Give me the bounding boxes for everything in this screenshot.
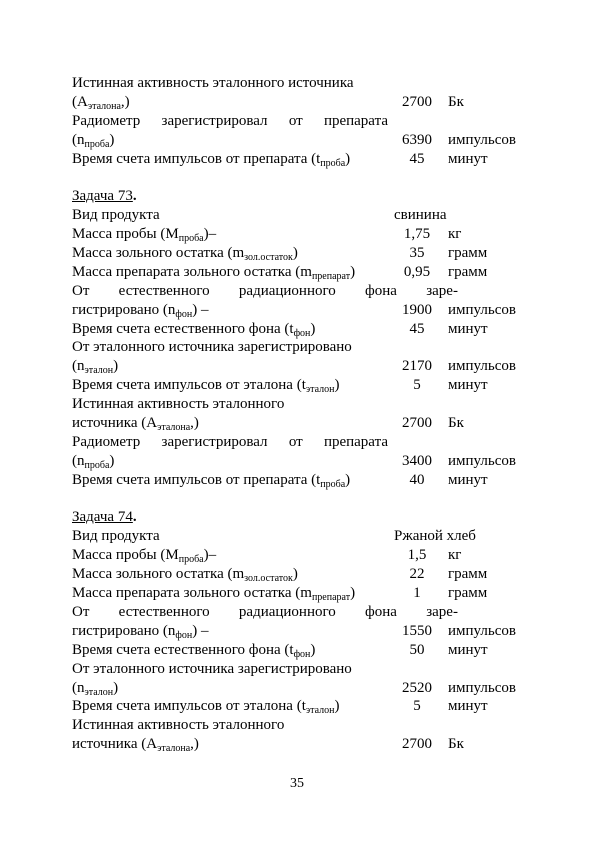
param-unit: грамм: [448, 566, 488, 583]
param-unit: импульсов: [448, 301, 516, 318]
text-line: Истинная активность эталонного источника: [72, 75, 354, 91]
param-value: 40: [409, 471, 425, 488]
param-row: источника $(A_{эталона},)$ 2700 Бк: [72, 415, 464, 434]
param-value: 50: [409, 641, 425, 658]
product-row: Вид продукта Ржаной хлеб: [72, 528, 476, 545]
param-value: 6390: [402, 131, 432, 148]
text-line: Радиометр зарегистрировал от препарата: [72, 112, 388, 129]
text-line: Радиометр зарегистрировал от препарата: [72, 433, 388, 450]
param-row: Время счета естественного фона $(t_{фон})$ 50 минут: [72, 641, 488, 660]
param-row: Время счета импульсов от эталона $(t_{эталон})$ 5 минут: [72, 698, 488, 717]
text-line: От естественного радиационного фона заре-: [72, 282, 458, 299]
product-row: Вид продукта свинина: [72, 207, 447, 224]
param-unit: Бк: [448, 415, 464, 432]
param-value: 5: [413, 377, 421, 394]
param-row: источника $(A_{эталона},)$ 2700 Бк: [72, 736, 464, 755]
param-row: Масса зольного остатка $(m_{зол.остаток})$ 35 грамм: [72, 245, 488, 264]
task-73-heading: Задача 73.: [72, 188, 137, 205]
param-value: 45: [409, 320, 425, 337]
param-unit: кг: [448, 547, 462, 564]
param-row: Масса пробы $(M_{проба})-$ 1,5 кг: [72, 547, 462, 566]
text-line: Истинная активность эталонного: [72, 717, 285, 734]
param-value: 1900: [402, 301, 432, 318]
param-value: 3400: [402, 452, 432, 469]
param-value: 2170: [402, 358, 432, 375]
param-row: Масса зольного остатка $(m_{зол.остаток})$ 22 грамм: [72, 566, 488, 585]
product-value: свинина: [394, 207, 447, 224]
param-unit: импульсов: [448, 358, 516, 375]
param-unit: грамм: [448, 263, 488, 280]
param-value: 2700: [402, 93, 432, 110]
param-unit: импульсов: [448, 131, 516, 148]
param-unit: минут: [448, 377, 488, 394]
param-row: Масса препарата зольного остатка $(m_{препарат})$ 1 грамм: [72, 585, 488, 604]
param-row: $(n_{проба})$ 3400 импульсов: [72, 452, 516, 471]
task-74-heading: Задача 74.: [72, 509, 137, 526]
param-unit: импульсов: [448, 452, 516, 469]
param-row: $(A_{эталона},)$ 2700 Бк: [72, 93, 464, 112]
param-value: 35: [409, 245, 425, 262]
param-unit: импульсов: [448, 679, 516, 696]
param-unit: кг: [448, 226, 462, 243]
param-value: 2520: [402, 679, 432, 696]
page-content: [72, 74, 532, 754]
param-row: $(n_{эталон})$ 2520 импульсов: [72, 679, 516, 698]
param-row: $(n_{эталон})$ 2170 импульсов: [72, 358, 516, 377]
param-value: 45: [409, 150, 425, 167]
param-value: 5: [413, 698, 421, 715]
param-row: Время счета импульсов от препарата $(t_{проба})$ 40 минут: [72, 471, 488, 490]
param-unit: минут: [448, 471, 488, 488]
param-unit: Бк: [448, 93, 464, 110]
param-row: Масса пробы $(M_{проба})-$ 1,75 кг: [72, 226, 462, 245]
param-row: гистрировано $(n_{фон})$ – 1900 импульсов: [72, 301, 516, 320]
param-value: 22: [409, 566, 425, 583]
param-value: 0,95: [403, 263, 431, 280]
param-unit: минут: [448, 698, 488, 715]
param-value: 1550: [402, 622, 432, 639]
param-unit: минут: [448, 320, 488, 337]
param-row: $(n_{проба})$ 6390 импульсов: [72, 131, 516, 150]
text-line: От эталонного источника зарегистрировано: [72, 339, 352, 356]
param-value: 1,75: [403, 226, 431, 243]
param-row: Время счета импульсов от эталона $(t_{эталон})$ 5 минут: [72, 377, 488, 396]
param-unit: минут: [448, 641, 488, 658]
param-row: гистрировано $(n_{фон})$ – 1550 импульсов: [72, 622, 516, 641]
param-unit: грамм: [448, 585, 488, 602]
param-value: 1: [413, 585, 421, 602]
param-unit: импульсов: [448, 622, 516, 639]
param-value: 1,5: [407, 547, 427, 564]
param-unit: Бк: [448, 736, 464, 753]
param-value: 2700: [402, 736, 432, 753]
text-line: Истинная активность эталонного: [72, 396, 285, 413]
product-value: Ржаной хлеб: [394, 528, 476, 545]
param-row: Время счета естественного фона $(t_{фон})$ 45 минут: [72, 320, 488, 339]
text-line: От естественного радиационного фона заре-: [72, 603, 458, 620]
param-unit: минут: [448, 150, 488, 167]
param-row: Масса препарата зольного остатка $(m_{препарат})$ 0,95 грамм: [72, 263, 488, 282]
param-unit: грамм: [448, 245, 488, 262]
text-line: От эталонного источника зарегистрировано: [72, 660, 352, 677]
param-value: 2700: [402, 415, 432, 432]
param-row: Время счета импульсов от препарата $(t_{проба})$ 45 минут: [72, 150, 488, 169]
page-number: 35: [290, 776, 304, 791]
